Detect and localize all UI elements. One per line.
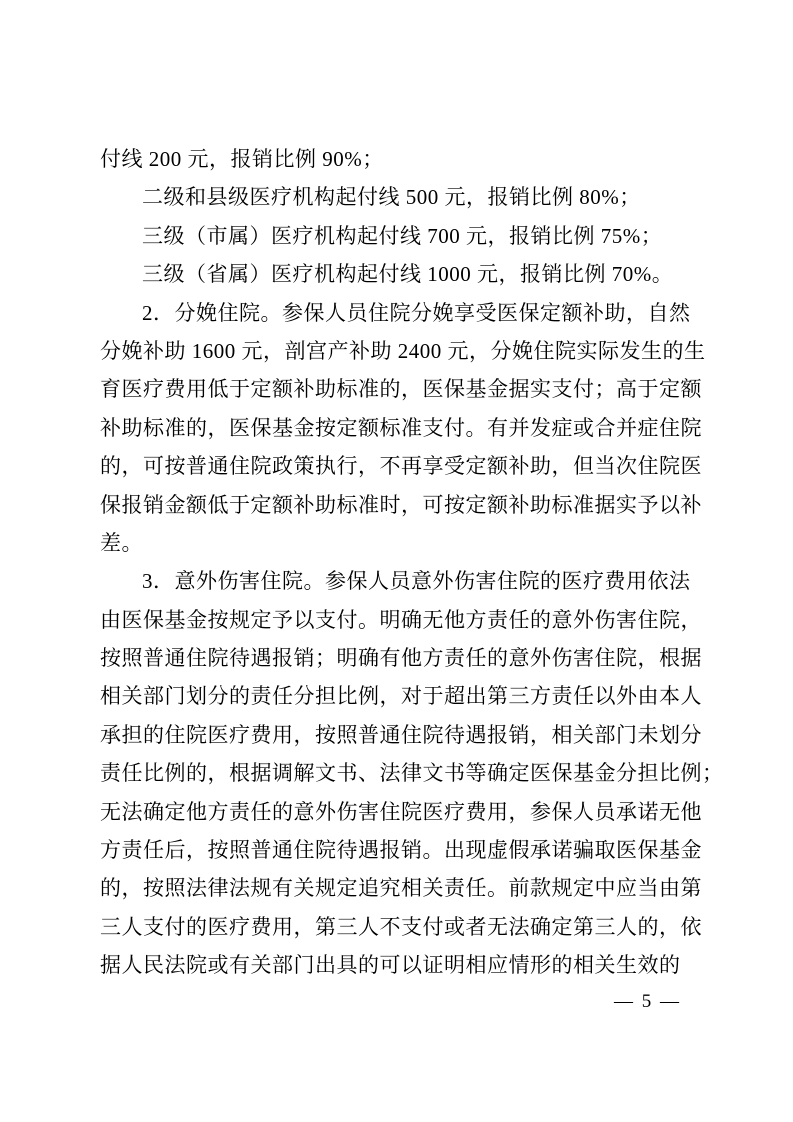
text-line: 三级（市属）医疗机构起付线 700 元，报销比例 75%； — [142, 223, 663, 248]
text-line: 无法确定他方责任的意外伤害住院医疗费用，参保人员承诺无他 — [100, 799, 702, 824]
text-line: 3．意外伤害住院。参保人员意外伤害住院的医疗费用依法 — [142, 569, 691, 594]
text-line: 相关部门划分的责任分担比例，对于超出第三方责任以外由本人 — [100, 684, 702, 709]
text-line: 育医疗费用低于定额补助标准的，医保基金据实支付；高于定额 — [100, 377, 702, 402]
text-line: 三级（省属）医疗机构起付线 1000 元，报销比例 70%。 — [142, 262, 674, 287]
text-line: 方责任后，按照普通住院待遇报销。出现虚假承诺骗取医保基金 — [100, 838, 702, 863]
text-line: 责任比例的，根据调解文书、法律文书等确定医保基金分担比例； — [100, 761, 724, 786]
text-line: 承担的住院医疗费用，按照普通住院待遇报销，相关部门未划分 — [100, 722, 702, 747]
page-number: — 5 — — [614, 991, 681, 1012]
text-line: 三人支付的医疗费用，第三人不支付或者无法确定第三人的，依 — [100, 914, 702, 939]
text-line: 二级和县级医疗机构起付线 500 元，报销比例 80%； — [142, 185, 641, 210]
body-text-block — [100, 140, 724, 985]
text-line: 2．分娩住院。参保人员住院分娩享受医保定额补助，自然 — [142, 300, 691, 325]
text-line: 付线 200 元，报销比例 90%； — [100, 147, 384, 171]
text-line: 补助标准的，医保基金按定额标准支付。有并发症或合并症住院 — [100, 415, 702, 440]
text-line: 的，可按普通住院政策执行，不再享受定额补助，但当次住院医 — [100, 454, 702, 479]
text-line: 保报销金额低于定额补助标准时，可按定额补助标准据实予以补 — [100, 492, 702, 517]
text-line: 据人民法院或有关部门出具的可以证明相应情形的相关生效的 — [100, 953, 681, 978]
text-line: 的，按照法律法规有关规定追究相关责任。前款规定中应当由第 — [100, 876, 702, 901]
text-line: 按照普通住院待遇报销；明确有他方责任的意外伤害住院，根据 — [100, 646, 702, 671]
text-line: 分娩补助 1600 元，剖宫产补助 2400 元，分娩住院实际发生的生 — [100, 338, 706, 363]
text-line: 差。 — [100, 530, 143, 555]
text-line: 由医保基金按规定予以支付。明确无他方责任的意外伤害住院， — [100, 607, 702, 632]
